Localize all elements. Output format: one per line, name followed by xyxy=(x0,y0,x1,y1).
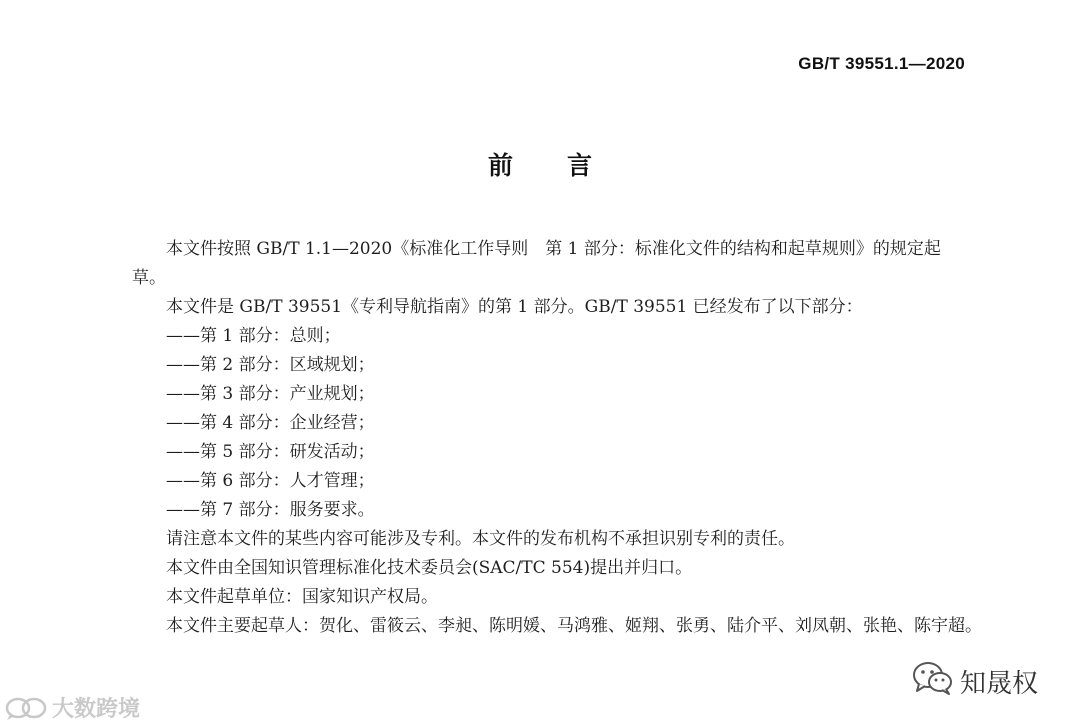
watermark-left xyxy=(4,692,140,723)
foreword-body xyxy=(132,235,982,641)
brand-name: 知晟权 xyxy=(960,668,1039,699)
paragraph-drafting-basis: 本文件按照 GB/T 1.1—2020《标准化工作导则 第 1 部分：标准化文件的结构和起草规则》的规定起草。 xyxy=(132,239,941,288)
list-item: ——第 1 部分：总则； xyxy=(166,326,341,346)
watermark-left-text: 大数跨境 xyxy=(52,697,141,722)
list-item: ——第 2 部分：区域规划； xyxy=(166,355,375,375)
brand-watermark xyxy=(912,660,1038,702)
paragraph-series-intro: 本文件是 GB/T 39551《专利导航指南》的第 1 部分。GB/T 39551 已经发布了以下部分： xyxy=(166,297,863,317)
list-item: ——第 7 部分：服务要求。 xyxy=(166,500,375,520)
paragraph-drafters: 本文件主要起草人：贺化、雷筱云、李昶、陈明媛、马鸿雅、姬翔、张勇、陆介平、刘凤朝、张艳、陈宇超。 xyxy=(166,616,982,636)
list-item: ——第 3 部分：产业规划； xyxy=(166,384,375,404)
page-title: 前言 xyxy=(487,151,646,180)
wechat-icon xyxy=(912,660,954,702)
standard-number: GB/T 39551.1—2020 xyxy=(798,54,965,73)
list-item: ——第 5 部分：研发活动； xyxy=(166,442,375,462)
paragraph-patent-notice: 请注意本文件的某些内容可能涉及专利。本文件的发布机构不承担识别专利的责任。 xyxy=(166,529,795,549)
paragraph-drafting-unit: 本文件起草单位：国家知识产权局。 xyxy=(166,587,438,607)
chat-bubble-logo-icon xyxy=(4,695,48,721)
paragraph-proposer: 本文件由全国知识管理标准化技术委员会(SAC/TC 554)提出并归口。 xyxy=(166,558,693,578)
list-item: ——第 4 部分：企业经营； xyxy=(166,413,375,433)
list-item: ——第 6 部分：人才管理； xyxy=(166,471,375,491)
